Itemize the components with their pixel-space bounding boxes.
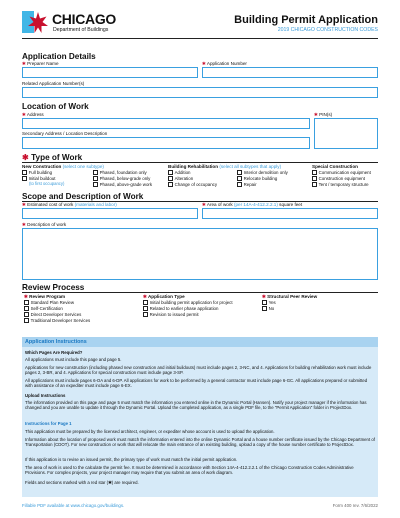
checkbox-repair[interactable]: Repair xyxy=(237,182,257,187)
checkbox[interactable] xyxy=(168,170,173,175)
checkbox[interactable] xyxy=(24,312,29,317)
required-star-icon: ✱ xyxy=(22,222,28,227)
preparer-name-label: ✱ Preparer Name xyxy=(22,61,59,66)
checkbox-construction-equipment[interactable]: Construction equipment xyxy=(312,176,365,181)
form-number: Form 400 rev. 7/6/2022 xyxy=(332,503,378,508)
checkbox-traditional-developer[interactable]: Traditional Developer Services xyxy=(24,318,90,323)
page-title: Building Permit Application xyxy=(234,14,378,26)
new-construction-heading: New Construction (select one subtype) xyxy=(22,164,104,169)
address-label: ✱ Address xyxy=(22,112,44,117)
preparer-name-field[interactable] xyxy=(22,67,198,78)
checkbox-standard-plan-review[interactable]: Standard Plan Review xyxy=(24,300,74,305)
required-star-icon: ✱ xyxy=(22,153,32,162)
checkbox[interactable] xyxy=(143,312,148,317)
instructions-p8: The area of work is used to the calculate the permit fee. It must be determined in accordance with Section 14A-4-412.2.2.1 of the Chicago Construction Codes Administrative Provisions. For complex projects, your project manager may require that you submit an area of work diagram. xyxy=(25,465,354,476)
instructions-q3: Instructions for Page 1 xyxy=(25,421,72,426)
checkbox-direct-developer[interactable]: Direct Developer Services xyxy=(24,312,81,317)
checkbox[interactable] xyxy=(22,170,27,175)
required-star-icon: ✱ xyxy=(22,61,28,66)
city-wordmark: CHICAGO xyxy=(52,11,117,27)
required-star-icon: ✱ xyxy=(24,294,30,299)
instructions-p3: All applications must include pages 6-OA and 6-DP. All applications for work to be performed by a general contractor must include page 6-GC. All applications prepared or submitted with assistance of an expediter must include page 6-EX. xyxy=(25,378,368,389)
initial-buildout-note: (to first occupancy) xyxy=(29,181,65,186)
description-field[interactable] xyxy=(22,228,378,280)
required-star-icon: ✱ xyxy=(202,61,207,66)
related-numbers-label: Related Application Number(s) xyxy=(22,81,85,86)
instructions-p4: The information provided on this page and page 5 must match the information you entered online in the Dynamic Portal (Hansen). Notify your project manager if the information has changed and you are unable to update it through the Dynamic Portal. Upload the completed application, as a single PDF file, to the "Permit Application" folder in ProjectDox. xyxy=(25,400,367,411)
checkbox[interactable] xyxy=(24,318,29,323)
checkbox-full-building[interactable]: Full building xyxy=(22,170,52,175)
checkbox[interactable] xyxy=(262,300,267,305)
description-label: ✱ Description of work xyxy=(22,222,67,227)
required-star-icon: ✱ xyxy=(22,202,28,207)
checkbox-interior-demolition[interactable]: Interior demolition only xyxy=(237,170,288,175)
checkbox-addition[interactable]: Addition xyxy=(168,170,190,175)
application-number-label: ✱ Application Number xyxy=(202,61,247,66)
checkbox-alteration[interactable]: Alteration xyxy=(168,176,193,181)
checkbox[interactable] xyxy=(262,306,267,311)
instructions-p5: This application must be prepared by the licensed architect, engineer, or expediter whose account is used to upload the application. xyxy=(25,429,275,434)
header-divider xyxy=(22,38,378,39)
secondary-address-label: Secondary Address / Location Description xyxy=(22,131,108,136)
required-star-icon: ✱ xyxy=(314,112,320,117)
footer-note: Fillable PDF available at www.chicago.gov/buildings. xyxy=(22,503,125,508)
instructions-q1: Which Pages Are Required? xyxy=(25,350,83,355)
instructions-p2: Applications for new construction (including phased new construction and initial buildouts) must include pages 2, 3-NC, and 4. Applications for building rehabilitation work must include pages 2, 3-BR, and 4. Applications for special construction must include page 3-SP. xyxy=(25,365,372,376)
instructions-p1: All applications must include this page and page 5. xyxy=(25,357,122,362)
instructions-title: Application Instructions xyxy=(22,337,378,347)
type-of-work-heading: ✱ Type of Work xyxy=(22,153,83,162)
review-heading: Review Process xyxy=(22,283,85,292)
checkbox[interactable] xyxy=(237,170,242,175)
checkbox-tent-temporary[interactable]: Tent / temporary structure xyxy=(312,182,369,187)
application-details-heading: Application Details xyxy=(22,52,96,61)
review-divider xyxy=(22,292,378,293)
application-number-field[interactable] xyxy=(202,67,378,78)
related-numbers-field[interactable] xyxy=(22,87,378,98)
page-subtitle: 2019 CHICAGO CONSTRUCTION CODES xyxy=(277,27,378,33)
checkbox-peer-yes[interactable]: Yes xyxy=(262,300,276,305)
required-star-icon: ✱ xyxy=(202,202,207,207)
instructions-p9: Fields and sections marked with a red star (✱) are required. xyxy=(25,480,139,485)
required-star-icon: ✱ xyxy=(262,294,268,299)
checkbox[interactable] xyxy=(93,170,98,175)
instructions-q2: Upload Instructions xyxy=(25,393,66,398)
checkbox-initial-application[interactable]: Initial building permit application for project xyxy=(143,300,233,305)
department-name: Department of Buildings xyxy=(53,27,109,33)
checkbox[interactable] xyxy=(93,182,98,187)
checkbox-change-of-occupancy[interactable]: Change of occupancy xyxy=(168,182,217,187)
area-of-work-field[interactable] xyxy=(202,208,378,219)
location-heading: Location of Work xyxy=(22,102,89,111)
checkbox-relocate-building[interactable]: Relocate building xyxy=(237,176,277,181)
area-of-work-label: ✱ Area of work (per 14A-4-412.2.2.1) square feet xyxy=(202,202,303,207)
checkbox[interactable] xyxy=(312,170,317,175)
checkbox-revision[interactable]: Revision to issued permit xyxy=(143,312,199,317)
checkbox[interactable] xyxy=(168,176,173,181)
rehabilitation-heading: Building Rehabilitation (select all subtypes that apply) xyxy=(168,164,282,169)
type-of-work-divider xyxy=(22,162,378,163)
pin-label: ✱ PIN(s) xyxy=(314,112,333,117)
chicago-flag-star-icon xyxy=(22,11,50,35)
required-star-icon: ✱ xyxy=(143,294,148,299)
review-program-heading: ✱ Review Program xyxy=(24,294,66,299)
checkbox-communication-equipment[interactable]: Communication equipment xyxy=(312,170,371,175)
instructions-panel xyxy=(22,337,378,497)
estimated-cost-field[interactable] xyxy=(22,208,198,219)
checkbox[interactable] xyxy=(93,176,98,181)
checkbox[interactable] xyxy=(237,176,242,181)
scope-heading: Scope and Description of Work xyxy=(22,192,144,201)
required-star-icon: ✱ xyxy=(22,112,27,117)
city-logo xyxy=(22,10,117,36)
secondary-address-field[interactable] xyxy=(22,137,310,149)
checkbox[interactable] xyxy=(312,176,317,181)
checkbox[interactable] xyxy=(168,182,173,187)
checkbox-phased-below-grade[interactable]: Phased, below-grade only xyxy=(93,176,150,181)
instructions-p6: Information about the location of proposed work must match the information entered into the online Dynamic Portal and a house number certificate issued by the Chicago Department of Transportation (CDOT). For new construction or work that will relocate the main entrance of an existing building, upload a copy of the house number certificate to ProjectDox. xyxy=(25,437,375,448)
application-type-heading: ✱ Application Type xyxy=(143,294,185,299)
address-field[interactable] xyxy=(22,118,310,129)
pin-field[interactable] xyxy=(314,118,378,149)
checkbox[interactable] xyxy=(22,176,27,181)
checkbox[interactable] xyxy=(24,306,29,311)
checkbox-self-certification[interactable]: Self-Certification xyxy=(24,306,63,311)
checkbox[interactable] xyxy=(143,300,148,305)
checkbox-phased-above-grade[interactable]: Phased, above-grade work xyxy=(93,182,152,187)
checkbox[interactable] xyxy=(24,300,29,305)
checkbox-phased-foundation[interactable]: Phased, foundation only xyxy=(93,170,147,175)
instructions-p7: If this application is to revise an issued permit, the primary type of work must match the initial permit application. xyxy=(25,457,238,462)
estimated-cost-label: ✱ Estimated cost of work (materials and labor) xyxy=(22,202,117,207)
checkbox-peer-no[interactable]: No xyxy=(262,306,274,311)
checkbox[interactable] xyxy=(237,182,242,187)
checkbox-related-phase[interactable]: Related to earlier phase application xyxy=(143,306,218,311)
special-construction-heading: Special Construction xyxy=(312,164,358,169)
checkbox-initial-buildout[interactable]: Initial buildout xyxy=(22,176,55,181)
checkbox[interactable] xyxy=(143,306,148,311)
structural-peer-review-heading: ✱ Structural Peer Review xyxy=(262,294,318,299)
checkbox[interactable] xyxy=(312,182,317,187)
